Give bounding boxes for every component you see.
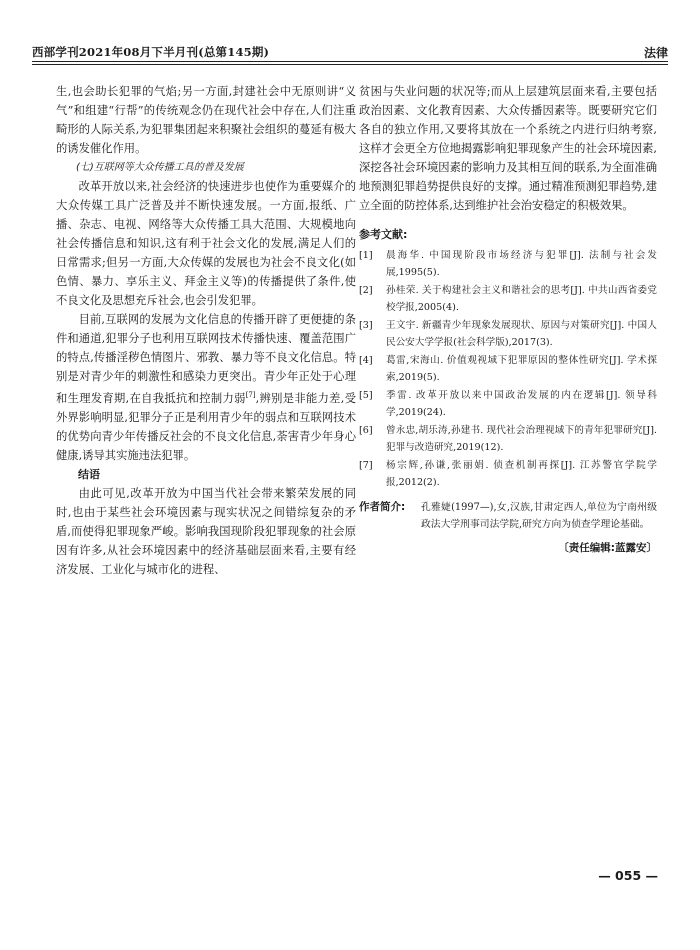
reference-text: 曾永忠,胡乐涛,孙建书. 现代社会治理视域下的青年犯罪研究[J]. 犯罪与改造研究,2019(12). — [386, 425, 657, 453]
reference-text: 孙桂荣. 关于构建社会主义和谐社会的思考[J]. 中共山西省委党校学报,2005(4). — [386, 285, 657, 313]
journal-title: 西部学刊2021年08月下半月刊(总第145期) — [32, 45, 270, 59]
paragraph-conclusion-continued: 贫困与失业问题的状况等;而从上层建筑层面来看,主要包括政治因素、文化教育因素、大众传播因素等。既要研究它们各自的独立作用,又要将其放在一个系统之内进行归纳考察,这样才会更全方位地揭露影响犯罪现象产生的社会环境因素,深挖各社会环境因素的影响力及其相互间的联系,为全面准确地预测犯罪趋势提供良好的支撑。通过精准预测犯罪趋势,建立全面的防控体系,达到维护社会治安稳定的积极效果。 — [359, 85, 657, 212]
references-title: 参考文献: — [359, 228, 408, 241]
paragraph-media: 改革开放以来,社会经济的快速进步也使作为重要媒介的大众传媒工具广泛普及并不断快速发展。一方面,报纸、广播、杂志、电视、网络等大众传播工具大范围、大规模地向社会传播信息和知识,这有利于社会文化的发展,满足人们的日常需求;但另一方面,大众传媒的发展也为社会不良文化(如色情、暴力、享乐主义、拜金主义等)的传播提供了条件,使不良文化及思想充斥社会,也会引发犯罪。 — [56, 180, 356, 307]
header-rule-thick — [32, 61, 668, 62]
paragraph-internet — [56, 310, 356, 465]
reference-number: [4] — [359, 355, 373, 366]
reference-number: [2] — [359, 285, 373, 296]
reference-number: [1] — [359, 250, 373, 261]
page-number: — 055 — — [598, 868, 658, 883]
reference-item — [359, 423, 657, 456]
paragraph-internet-part2: ,辨别是非能力差,受外界影响明显,犯罪分子正是利用青少年的弱点和互联网技术的优势向青少年传播反社会的不良文化信息,荼害青少年身心健康,诱导其实施违法犯罪。 — [56, 391, 356, 462]
references-list — [359, 248, 657, 491]
reference-item — [359, 318, 657, 351]
left-column — [56, 82, 356, 579]
author-info-label: 作者简介: — [359, 501, 406, 513]
paragraph-internet-part1: 目前,互联网的发展为文化信息的传播开辟了更便捷的条件和通道,犯罪分子也利用互联网技术传播快速、覆盖范围广的特点,传播淫秽色情图片、邪教、暴力等不良文化信息。特别是对青少年的刺激性和感染力更突出。青少年正处于心理和生理发育期,在自我抵抗和控制力弱 — [56, 313, 356, 405]
section-label: 法律 — [643, 46, 668, 60]
author-info — [359, 499, 657, 533]
header-rule-thin — [32, 64, 668, 65]
conclusion-heading: 结语 — [78, 467, 100, 481]
responsible-editor: 〔责任编辑:蓝露安〕 — [558, 542, 657, 554]
reference-text: 葛雷,宋海山. 价值观视域下犯罪原因的整体性研究[J]. 学术探索,2019(5). — [386, 355, 657, 383]
author-info-text: 孔雅婕(1997—),女,汉族,甘肃定西人,单位为宁南州级政法大学刑事司法学院,研究方向为侦查学理论基础。 — [421, 502, 657, 530]
subsection-heading: (七)互联网等大众传播工具的普及发展 — [76, 162, 244, 173]
reference-number: [6] — [359, 425, 373, 436]
reference-text: 杨宗辉,孙谦,张丽娟. 侦查机制再探[J]. 江苏警官学院学报,2012(2). — [386, 460, 657, 488]
reference-number: [3] — [359, 320, 373, 331]
paragraph-conclusion: 由此可见,改革开放为中国当代社会带来繁荣发展的同时,也由于某些社会环境因素与现实状况之间错综复杂的矛盾,而使得犯罪现象严峻。影响我国现阶段犯罪现象的社会原因有许多,从社会环境因素中的经济基础层面来看,主要有经济发展、工业化与城市化的进程、 — [56, 486, 356, 576]
reference-number: [5] — [359, 390, 373, 401]
reference-item — [359, 388, 657, 421]
paragraph-continued: 生,也会助长犯罪的气焰;另一方面,封建社会中无原则讲“义气”和组建“行帮”的传统观念仍在现代社会中存在,人们注重畸形的人际关系,为犯罪集团起来积聚社会组织的蔓延有极大的诱发催化作用。 — [56, 85, 356, 155]
reference-number: [7] — [359, 460, 373, 471]
reference-item — [359, 458, 657, 491]
page-header — [32, 42, 668, 64]
reference-item — [359, 353, 657, 386]
reference-item — [359, 248, 657, 281]
reference-item — [359, 283, 657, 316]
reference-text: 王文宇. 新疆青少年现象发展现状、原因与对策研究[J]. 中国人民公安大学学报(社会科学版),2017(3). — [386, 320, 657, 348]
reference-text: 晨海华. 中国现阶段市场经济与犯罪[J]. 法制与社会发展,1995(5). — [386, 250, 657, 278]
reference-text: 季雷. 改革开放以来中国政治发展的内在逻辑[J]. 领导科学,2019(24). — [386, 390, 657, 418]
citation-7: [7] — [245, 391, 256, 399]
right-column — [359, 82, 657, 558]
